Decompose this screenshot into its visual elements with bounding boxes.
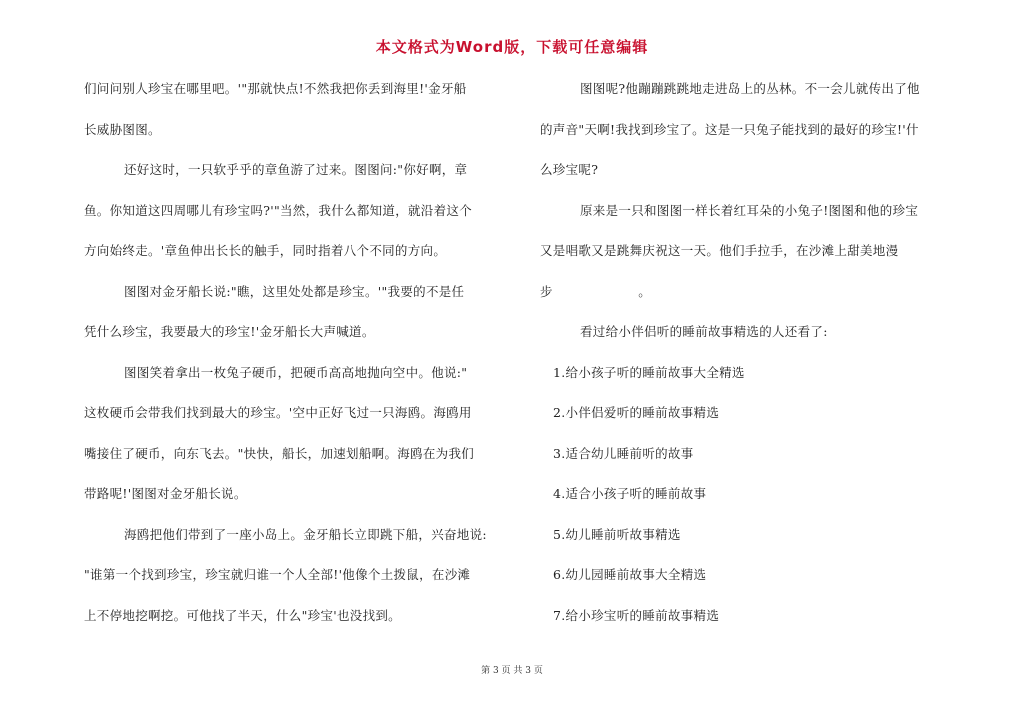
- paragraph-line: 带路呢!'图图对金牙船长说。: [84, 486, 247, 501]
- related-link[interactable]: 1.给小孩子听的睡前故事大全精选: [553, 364, 745, 380]
- paragraph-line: 长威胁图图。: [84, 121, 161, 137]
- paragraph-line: 图图笑着拿出一枚兔子硬币，把硬币高高地抛向空中。他说:": [124, 364, 468, 380]
- page-number: 第 3 页 共 3 页: [481, 666, 543, 676]
- related-link[interactable]: 2.小伴侣爱听的睡前故事精选: [553, 405, 720, 420]
- right-column: [540, 78, 960, 645]
- paragraph-line: 们问问别人珍宝在哪里吧。'"那就快点!不然我把你丢到海里!'金牙船: [84, 81, 467, 96]
- paragraph-line: 方向始终走。'章鱼伸出长长的触手，同时指着八个不同的方向。: [84, 243, 447, 258]
- related-link[interactable]: 6.幼儿园睡前故事大全精选: [553, 567, 707, 582]
- paragraph-line: 步 。: [540, 283, 652, 299]
- paragraph-line: 图图呢?他蹦蹦跳跳地走进岛上的丛林。不一会儿就传出了他: [580, 81, 920, 96]
- related-link[interactable]: 4.适合小孩子听的睡前故事: [553, 486, 707, 501]
- left-column: [84, 78, 506, 645]
- related-link[interactable]: 7.给小珍宝听的睡前故事精选: [553, 607, 720, 623]
- paragraph-line: 的声音"天啊!我找到珍宝了。这是一只兔子能找到的最好的珍宝!'什: [540, 121, 919, 137]
- paragraph-line: 又是唱歌又是跳舞庆祝这一天。他们手拉手，在沙滩上甜美地漫: [540, 243, 899, 258]
- related-link[interactable]: 3.适合幼儿睡前听的故事: [553, 445, 694, 461]
- paragraph-line: 原来是一只和图图一样长着红耳朵的小兔子!图图和他的珍宝: [580, 202, 919, 218]
- paragraph-line: 么珍宝呢?: [540, 162, 599, 177]
- related-link[interactable]: 5.幼儿睡前听故事精选: [553, 526, 681, 542]
- paragraph-line: 图图对金牙船长说:"瞧，这里处处都是珍宝。'"我要的不是任: [124, 283, 465, 299]
- paragraph-line: 上不停地挖啊挖。可他找了半天，什么"珍宝'也没找到。: [84, 607, 401, 623]
- paragraph-line: 海鸥把他们带到了一座小岛上。金牙船长立即跳下船，兴奋地说:: [124, 526, 487, 542]
- paragraph-line: 还好这时，一只软乎乎的章鱼游了过来。图图问:"你好啊，章: [124, 162, 468, 177]
- paragraph-line: 凭什么珍宝，我要最大的珍宝!'金牙船长大声喊道。: [84, 324, 375, 339]
- paragraph-line: 嘴接住了硬币，向东飞去。"快快，船长，加速划船啊。海鸥在为我们: [84, 445, 475, 461]
- document-banner: 本文格式为Word版，下载可任意编辑: [375, 38, 649, 56]
- paragraph-line: "谁第一个找到珍宝，珍宝就归谁一个人全部!'他像个土拨鼠，在沙滩: [84, 567, 471, 582]
- related-heading: 看过给小伴侣听的睡前故事精选的人还看了:: [580, 324, 828, 339]
- paragraph-line: 鱼。你知道这四周哪儿有珍宝吗?'"当然，我什么都知道，就沿着这个: [84, 202, 472, 218]
- paragraph-line: 这枚硬币会带我们找到最大的珍宝。'空中正好飞过一只海鸥。海鸥用: [84, 405, 472, 420]
